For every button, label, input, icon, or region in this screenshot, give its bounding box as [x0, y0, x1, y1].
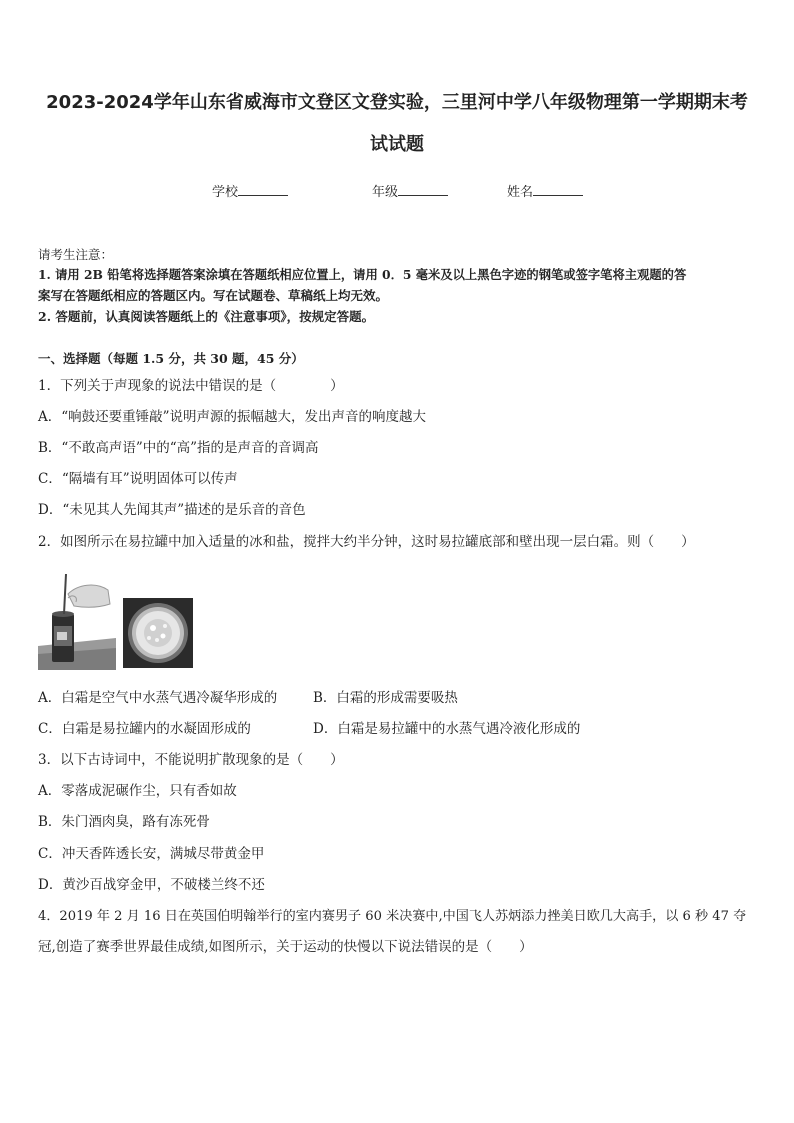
name-field[interactable] — [507, 181, 583, 200]
question-1-option-b[interactable]: B．“不敢高声语”中的“高”指的是声音的音调高 — [38, 440, 319, 456]
question-3-option-d[interactable]: D．黄沙百战穿金甲，不破楼兰终不还 — [38, 877, 265, 893]
notice-heading: 请考生注意： — [38, 247, 114, 262]
question-4-stem-line2: 冠,创造了赛季世界最佳成绩,如图所示，关于运动的快慢以下说法错误的是（ ） — [38, 939, 533, 955]
section1-heading: 一、选择题（每题 1.5 分，共 30 题，45 分） — [38, 351, 304, 366]
question-2-option-c[interactable]: C．白霜是易拉罐内的水凝固形成的 — [38, 721, 251, 737]
notice-item1-line2: 案写在答题纸相应的答题区内。写在试题卷、草稿纸上均无效。 — [38, 288, 389, 303]
question-3-stem: 3．以下古诗词中，不能说明扩散现象的是（ ） — [38, 752, 344, 768]
question-1-option-c[interactable]: C．“隔墙有耳”说明固体可以传声 — [38, 471, 238, 487]
question-3-option-c[interactable]: C．冲天香阵透长安，满城尽带黄金甲 — [38, 846, 265, 862]
question-2-option-a[interactable]: A．白霜是空气中水蒸气遇冷凝华形成的 — [38, 690, 278, 706]
question-4-stem-line1: 4．2019 年 2 月 16 日在英国伯明翰举行的室内赛男子 60 米决赛中,中国飞人苏炳添力挫美日欧几大高手，以 6 秒 47 夺 — [38, 909, 747, 924]
page-title-line2: 试试题 — [370, 134, 424, 155]
grade-label: 年级 — [372, 185, 399, 200]
school-field[interactable] — [212, 181, 288, 200]
school-blank[interactable] — [238, 183, 288, 196]
notice-item1-line1: 1. 请用 2B 铅笔将选择题答案涂填在答题纸相应位置上，请用 0．5 毫米及以上黑色字迹的钢笔或签字笔将主观题的答 — [38, 267, 687, 282]
page-title-line1: 2023-2024学年山东省威海市文登区文登实验，三里河中学八年级物理第一学期期末考 — [46, 92, 748, 113]
question-2-stem: 2．如图所示在易拉罐中加入适量的冰和盐，搅拌大约半分钟，这时易拉罐底部和壁出现一层白霜。则（ ） — [38, 534, 695, 550]
grade-blank[interactable] — [398, 183, 448, 196]
question-1-option-d[interactable]: D．“未见其人先闻其声”描述的是乐音的音色 — [38, 502, 306, 518]
question-2-option-b[interactable]: B．白霜的形成需要吸热 — [313, 690, 458, 706]
question-1-option-a[interactable]: A．“响鼓还要重锤敲”说明声源的振幅越大，发出声音的响度越大 — [38, 409, 427, 425]
notice-item2: 2. 答题前，认真阅读答题纸上的《注意事项》，按规定答题。 — [38, 309, 375, 324]
grade-field[interactable] — [372, 181, 448, 200]
question-2-option-d[interactable]: D．白霜是易拉罐中的水蒸气遇冷液化形成的 — [313, 721, 581, 737]
school-label: 学校 — [212, 185, 239, 200]
question-3-option-a[interactable]: A．零落成泥碾作尘，只有香如故 — [38, 783, 237, 799]
name-blank[interactable] — [533, 183, 583, 196]
question-3-option-b[interactable]: B．朱门酒肉臭，路有冻死骨 — [38, 814, 210, 830]
question-1-stem: 1．下列关于声现象的说法中错误的是（ ） — [38, 378, 344, 394]
can-stirring-photo — [38, 574, 116, 670]
name-label: 姓名 — [507, 185, 534, 200]
frosted-can-photo — [123, 598, 193, 668]
